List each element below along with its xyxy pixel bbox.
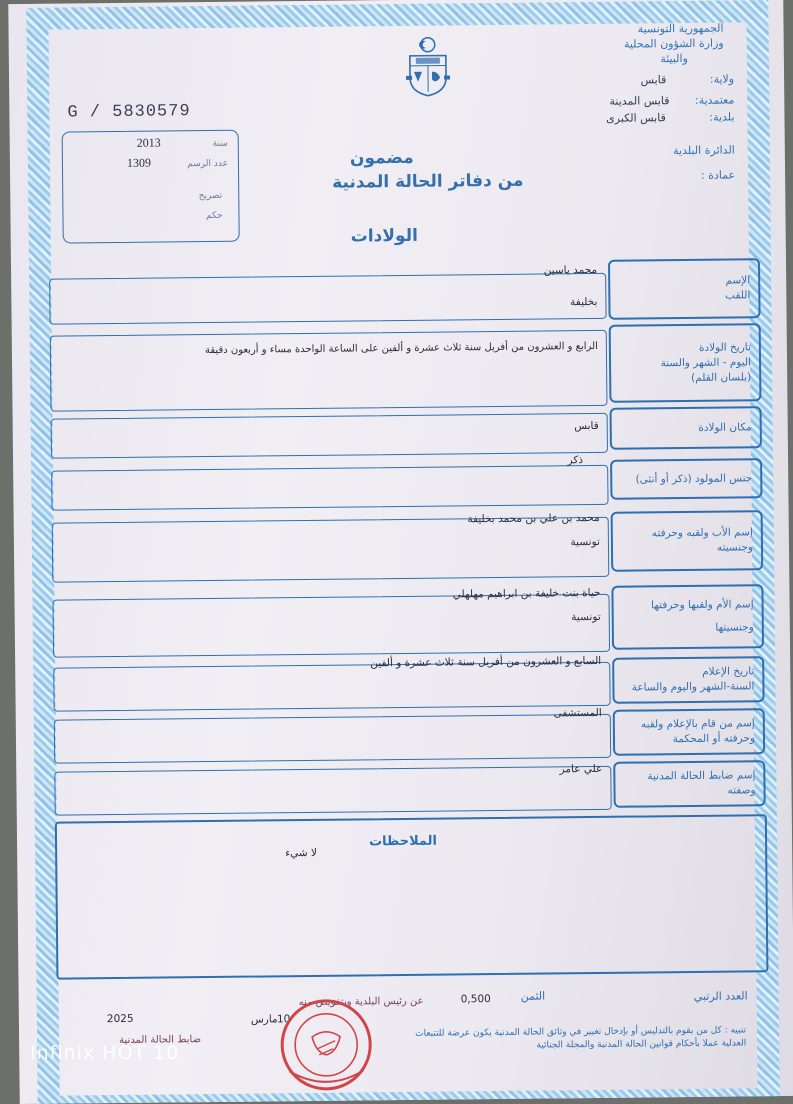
wilaya-value: قابس xyxy=(641,73,707,87)
officer-signature-label: ضابط الحالة المدنية xyxy=(119,1032,201,1048)
row-value-mother xyxy=(53,594,611,658)
date-year: 2025 xyxy=(107,1013,134,1025)
stub-number-value: 1309 xyxy=(127,156,151,171)
ministry-name-2: والبيئة xyxy=(524,50,734,67)
father-nationality-value: تونسية xyxy=(570,536,600,548)
issued-by: عن رئيس البلدية وبتفويض منه xyxy=(299,994,424,1010)
row-value-officer xyxy=(54,766,611,816)
municipal-stamp-icon xyxy=(267,990,386,1099)
ministry-name: وزارة الشؤون المحلية xyxy=(524,35,734,52)
row-value-birth-place xyxy=(51,413,608,459)
delegation-label: معتمدية: xyxy=(695,93,734,106)
date-month: مارس xyxy=(251,1013,278,1025)
price-value: 0,500 xyxy=(461,993,491,1005)
row-label-sex: جنس المولود (ذكر أو أنثى) xyxy=(610,458,762,500)
price-label: الثمن xyxy=(521,989,546,1004)
first-name-value: محمد ياسين xyxy=(544,264,598,277)
birth-place-value: قابس xyxy=(574,420,599,432)
father-name-value: محمد بن علي بن محمد بخليفة xyxy=(467,512,599,525)
row-label-birth-date: تاريخ الولادة اليوم - الشهر والسنة (بلسان القلم) xyxy=(609,323,762,403)
municipality-label: بلدية: xyxy=(709,110,734,123)
row-value-declarant xyxy=(54,714,611,764)
legal-notice: تنبيه : كل من يقوم بالتدليس أو بإدخال تغيير في وثائق الحالة المدنية يكون عرضة للتتبعات العدلية عملا بأحكام قوانين الحالة المدنية والمجلة الجنائية xyxy=(406,1024,746,1054)
title-line-3: الولادات xyxy=(351,226,418,247)
row-label-name: الإسم اللقب xyxy=(608,258,761,320)
serial-number: G / 5830579 xyxy=(67,102,190,122)
camera-watermark: Infinix HOT 10 xyxy=(30,1042,179,1064)
order-number-label: العدد الرتبي xyxy=(694,988,748,1004)
remarks-value: لا شيء xyxy=(285,847,317,859)
sex-value: ذكر xyxy=(568,454,584,466)
declarant-value: المستشفى xyxy=(554,707,602,720)
municipality-value: قابس الكبرى xyxy=(606,111,706,125)
header-block xyxy=(523,20,735,184)
stub-year-label: سنة xyxy=(213,139,228,149)
row-value-father xyxy=(52,517,610,583)
date-day: 10 xyxy=(277,1013,290,1025)
last-name-value: بخليفة xyxy=(570,296,597,308)
row-label-officer: إسم ضابط الحالة المدنية وصفته xyxy=(613,760,765,808)
row-value-name xyxy=(49,273,606,325)
row-value-sex xyxy=(51,465,608,511)
title-line-1: مضمون xyxy=(350,148,414,169)
row-label-declarant: إسم من قام بالإعلام ولقبه وحرفته أو المحكمة xyxy=(613,708,765,756)
stub-year-value: 2013 xyxy=(137,135,161,150)
remarks-box xyxy=(55,814,769,979)
stub-declaration-label: تصريح xyxy=(199,191,223,201)
delegation-value: قابس المدينة xyxy=(609,94,691,108)
wilaya-label: ولاية: xyxy=(710,72,734,85)
remarks-label: الملاحظات xyxy=(369,834,437,850)
stub-box xyxy=(62,130,240,244)
district-label: الدائرة البلدية xyxy=(525,142,735,159)
mother-nationality-value: تونسية xyxy=(571,611,601,623)
officer-value: علي عامر xyxy=(560,763,603,775)
title-line-2: من دفاتر الحالة المدنية xyxy=(332,171,524,193)
row-value-declaration-date xyxy=(53,662,610,712)
row-label-mother: إسم الأم ولقبها وحرفتها وجنسيتها xyxy=(611,584,764,650)
row-value-birth-date xyxy=(50,330,608,412)
tunisia-emblem-icon xyxy=(404,35,453,97)
stub-number-label: عدد الرسم xyxy=(187,159,228,169)
declaration-date-value: السابع و العشرون من أفريل سنة ثلاث عشرة و ألفين xyxy=(370,655,601,669)
republic-name: الجمهورية التونسية xyxy=(523,20,733,37)
birth-date-value: الرابع و العشرون من أفريل سنة ثلاث عشرة و ألفين على الساعة الواحدة مساء و أربعون دقيقة xyxy=(205,341,598,356)
omada-label: عمادة : xyxy=(525,167,735,184)
stub-judgment-label: حكم xyxy=(206,211,223,221)
row-label-father: إسم الأب ولقبه وحرفته وجنسيته xyxy=(611,510,764,572)
document-paper xyxy=(8,0,793,1104)
mother-name-value: حياة بنت خليفة بن ابراهيم مهلهلي xyxy=(453,587,601,601)
row-label-birth-place: مكان الولادة xyxy=(610,406,762,450)
row-label-declaration-date: تاريخ الإعلام السنة-الشهر واليوم والساعة xyxy=(612,656,764,704)
